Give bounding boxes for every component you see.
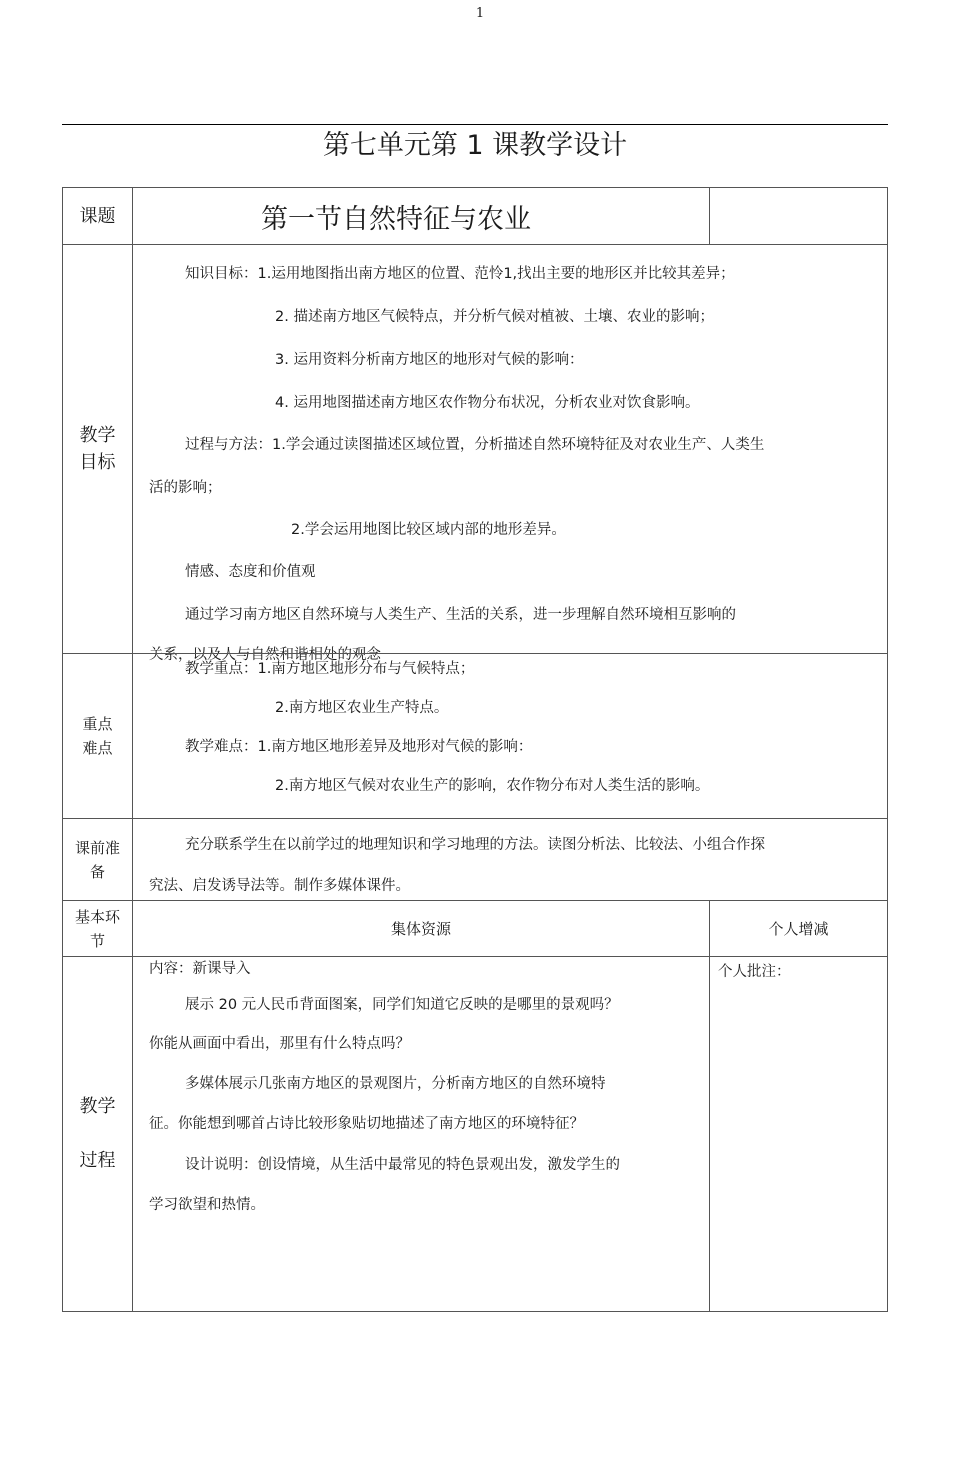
goals-line: 2. 描述南方地区气候特点，并分析气候对植被、土壤、农业的影响；	[275, 309, 714, 325]
document-title: 第七单元第 1 课教学设计	[322, 130, 628, 161]
keypoints-label-line-1: 重点	[82, 715, 113, 733]
goals-content-cell	[132, 244, 888, 663]
section-label-line-2: 节	[89, 931, 105, 950]
topic-value: 第一节自然特征与农业	[261, 203, 531, 235]
goals-label-line-2: 目标	[79, 452, 116, 473]
keypoints-line: 2.南方地区气候对农业生产的影响，农作物分布对人类生活的影响。	[275, 778, 710, 794]
keypoints-content-cell	[132, 653, 888, 819]
process-line: 征。你能想到哪首占诗比较形象贴切地描述了南方地区的环境特征？	[149, 1116, 584, 1132]
process-label-line-1: 教学	[79, 1096, 116, 1117]
prep-line: 究法、启发诱导法等。制作多媒体课件。	[149, 878, 410, 894]
personal-note-label: 个人批注：	[718, 964, 791, 980]
topic-value-cell	[132, 187, 710, 245]
process-label-cell	[62, 956, 133, 1312]
process-line: 内容：新课导入	[149, 961, 251, 977]
prep-label-line-2: 备	[89, 862, 105, 881]
goals-line: 情感、态度和价值观	[185, 564, 316, 580]
goals-line: 3. 运用资料分析南方地区的地形对气候的影响：	[275, 352, 584, 368]
prep-line: 充分联系学生在以前学过的地理知识和学习地理的方法。读图分析法、比较法、小组合作探	[185, 837, 765, 853]
goals-label-cell	[62, 244, 133, 654]
resources-header-cell	[132, 900, 710, 957]
process-line: 展示 20 元人民币背面图案，同学们知道它反映的是哪里的景观吗？	[185, 997, 619, 1013]
goals-line: 通过学习南方地区自然环境与人类生产、生活的关系，进一步理解自然环境相互影响的	[185, 607, 736, 623]
section-label-line-1: 基本环	[74, 907, 120, 926]
section-label-cell	[62, 900, 133, 957]
process-line: 学习欲望和热情。	[149, 1197, 265, 1213]
prep-label-cell	[62, 818, 133, 901]
topic-label-cell	[62, 187, 133, 245]
goals-line: 知识目标：1.运用地图指出南方地区的位置、范怜1,找出主要的地形区并比较其差异；	[185, 266, 735, 282]
goals-line: 过程与方法：1.学会通过读图描述区域位置，分析描述自然环境特征及对农业生产、人类生	[185, 437, 765, 453]
prep-label-line-1: 课前准	[74, 838, 120, 857]
keypoints-line: 教学重点：1.南方地区地形分布与气候特点；	[185, 661, 475, 677]
top-rule	[62, 124, 888, 125]
keypoints-label-cell	[62, 653, 133, 819]
keypoints-line: 2.南方地区农业生产特点。	[275, 700, 449, 716]
process-line: 设计说明：创设情境，从生活中最常见的特色景观出发，激发学生的	[185, 1157, 620, 1173]
process-line: 你能从画面中看出，那里有什么特点吗？	[149, 1036, 410, 1052]
topic-label: 课题	[79, 205, 116, 227]
process-label-line-2: 过程	[79, 1150, 116, 1171]
goals-line: 4. 运用地图描述南方地区农作物分布状况，分析农业对饮食影响。	[275, 395, 700, 411]
keypoints-label-line-2: 难点	[82, 739, 113, 757]
process-line: 多媒体展示几张南方地区的景观图片，分析南方地区的自然环境特	[185, 1076, 606, 1092]
keypoints-line: 教学难点：1.南方地区地形差异及地形对气候的影响：	[185, 739, 533, 755]
resources-header: 集体资源	[390, 919, 451, 938]
personal-header-cell	[709, 900, 888, 957]
topic-blank-cell	[709, 187, 888, 245]
goals-label-line-1: 教学	[79, 425, 116, 446]
prep-content-cell	[132, 818, 888, 901]
goals-line: 活的影响；	[149, 480, 222, 496]
goals-line-clipped: 关系，以及人与自然和谐相处的观念	[149, 647, 381, 663]
process-personal-cell	[709, 956, 888, 1312]
page-number: 1	[475, 6, 485, 21]
process-content-cell	[132, 956, 710, 1312]
goals-line: 2.学会运用地图比较区域内部的地形差异。	[291, 522, 566, 538]
personal-header: 个人增减	[768, 919, 829, 938]
